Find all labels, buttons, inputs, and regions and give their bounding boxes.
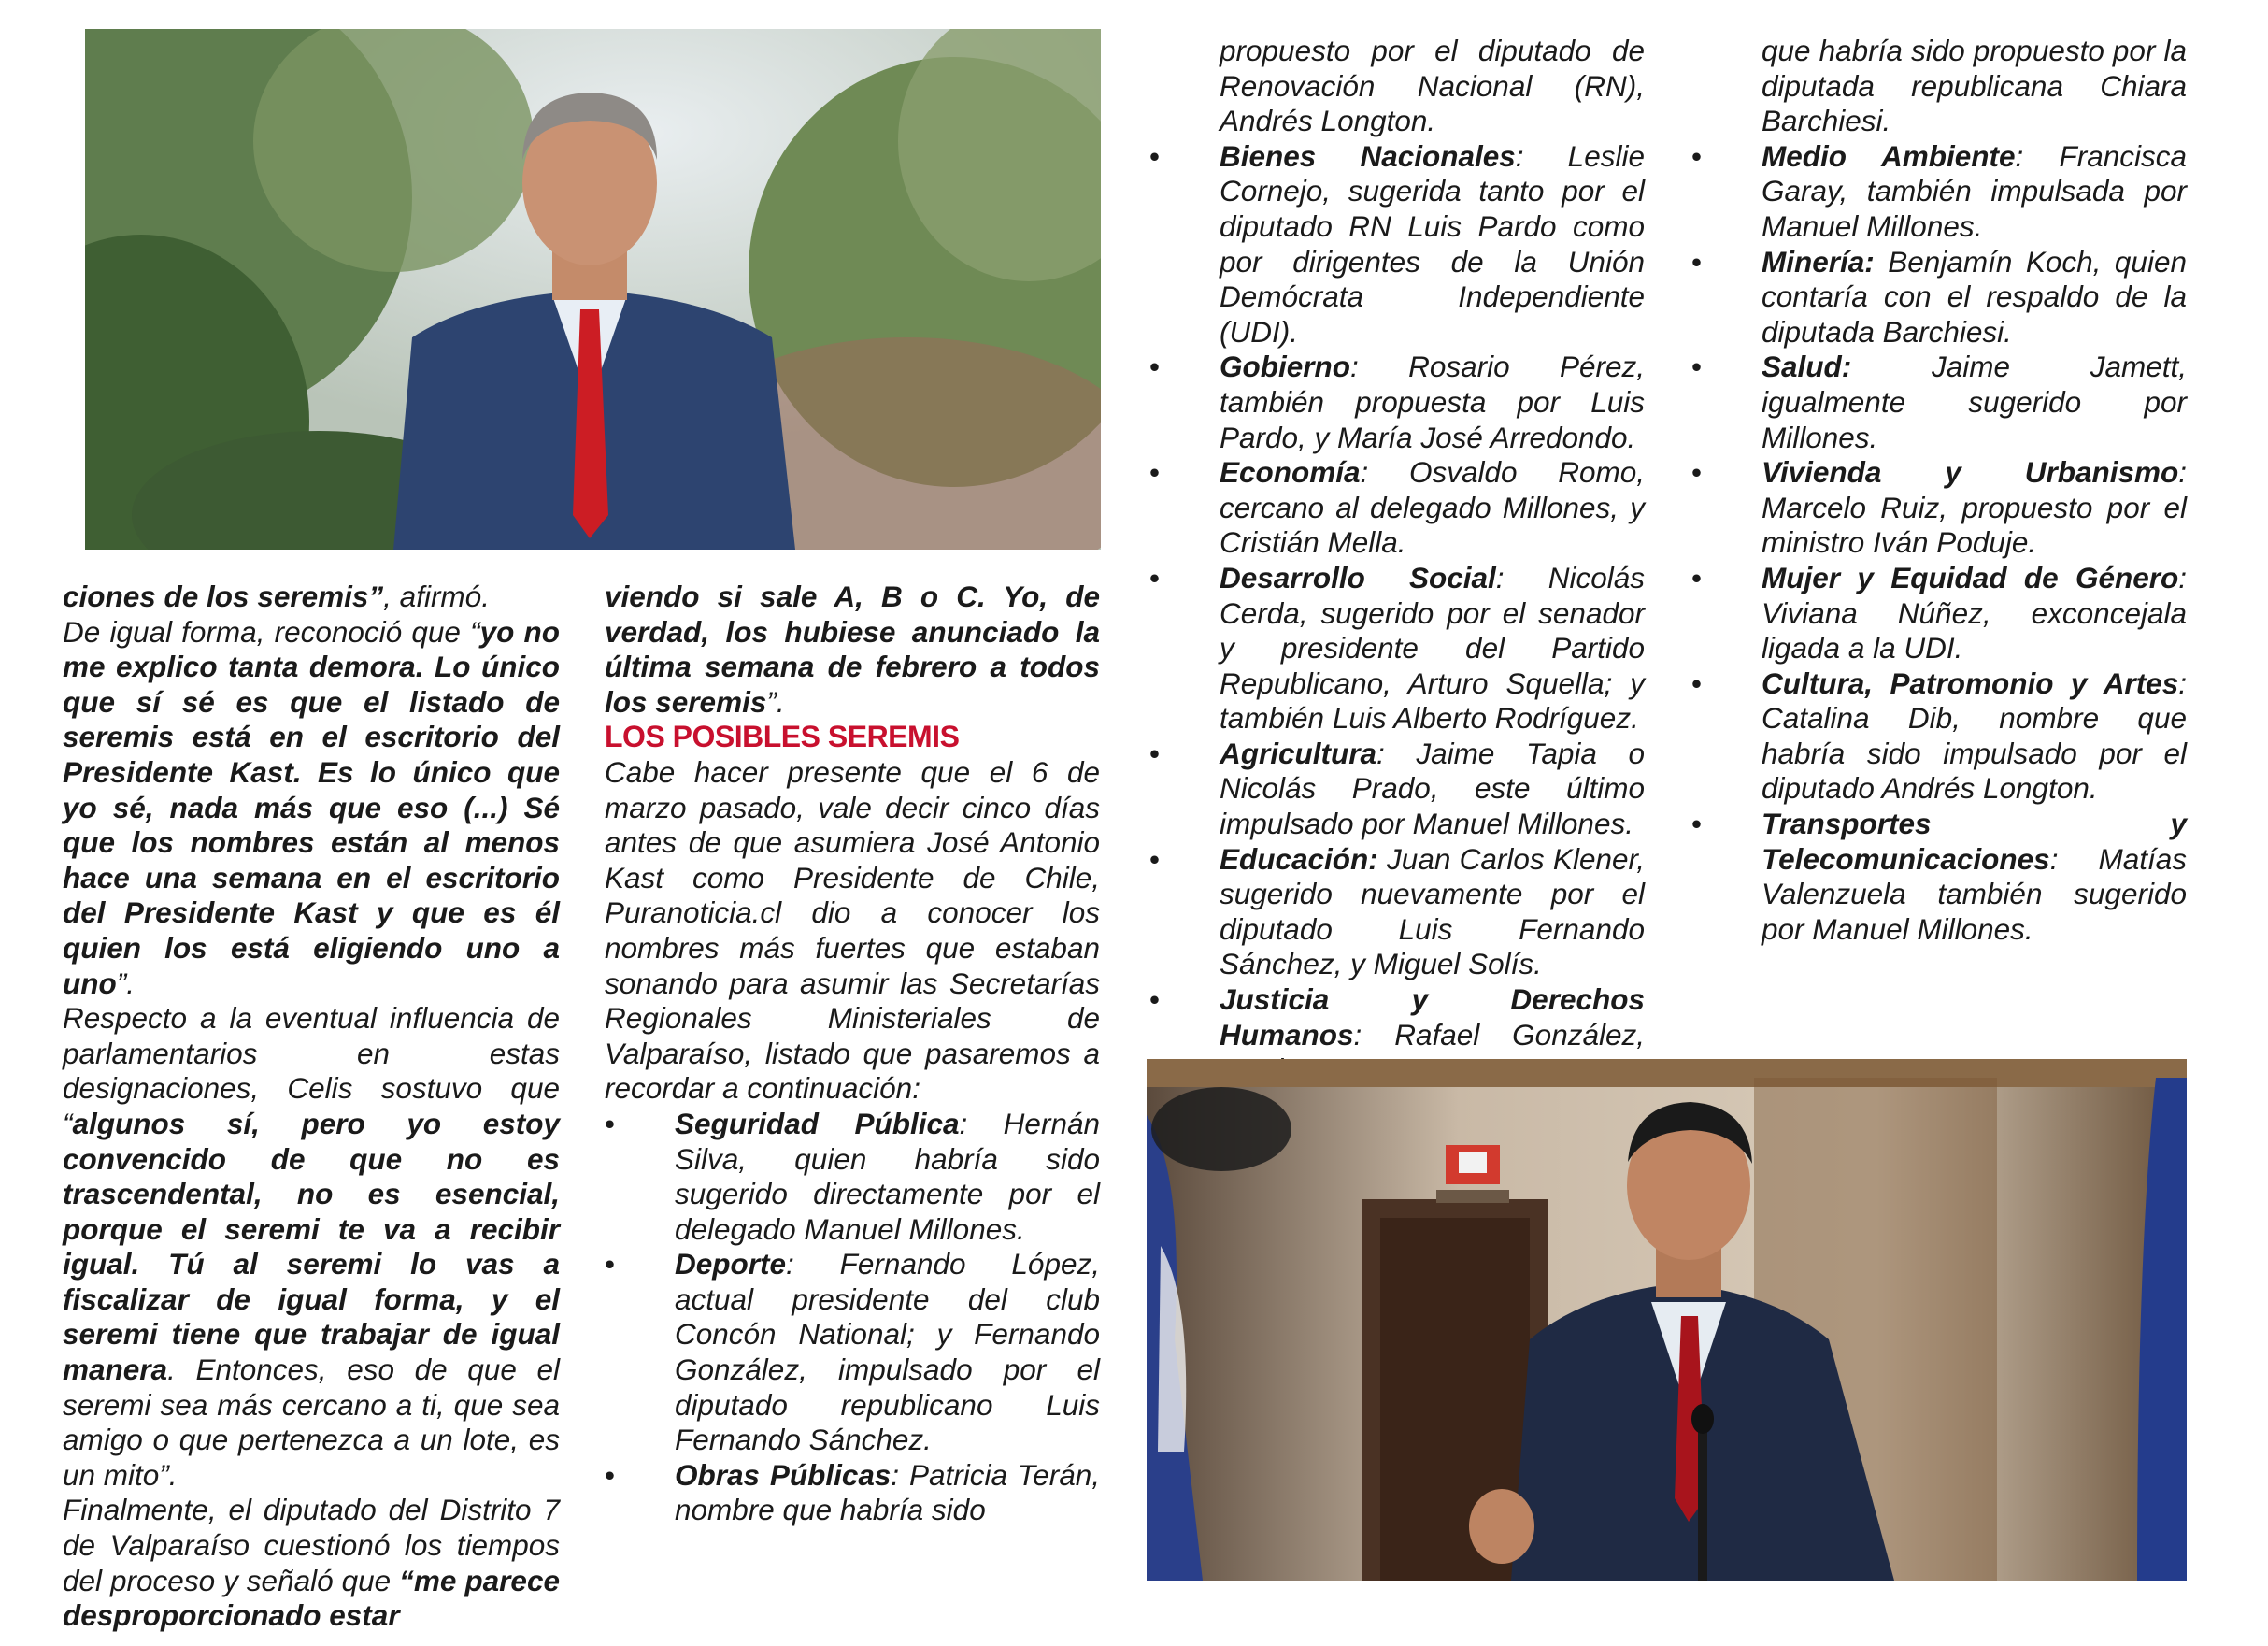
- paragraph: Cabe hacer presente que el 6 de marzo pasado, vale decir cinco días antes de que asumiera José Antonio Kast como Presidente de Chile, Puranoticia.cl dio a conocer los nombres más fuertes que estaban sonando para asumir las Secretarías Regionales Ministeriales de Valparaíso, listado que pasaremos a recordar a continuación:: [605, 754, 1100, 1106]
- list-item: • Agricultura: Jaime Tapia o Nicolás Prado, este último impulsado por Manuel Millones.: [1149, 737, 1645, 842]
- list-item: • Economía: Osvaldo Romo, cercano al delegado Millones, y Cristián Mella.: [1149, 455, 1645, 561]
- list-item: • Seguridad Pública: Hernán Silva, quien habría sido sugerido directamente por el delegado Manuel Millones.: [605, 1107, 1100, 1247]
- article-column-4: [1691, 34, 2187, 947]
- seremi-list: [1691, 34, 2187, 947]
- body-text: Respecto a la eventual influencia de parlamentarios en estas designaciones, Celis sostuvo que “: [63, 1001, 560, 1140]
- list-item: • Minería: Benjamín Koch, quien contaría con el respaldo de la diputada Barchiesi.: [1691, 245, 2187, 351]
- list-item: • Gobierno: Rosario Pérez, también propuesta por Luis Pardo, y María José Arredondo.: [1149, 350, 1645, 455]
- list-item: • Bienes Nacionales: Leslie Cornejo, sugerida tanto por el diputado RN Luis Pardo como por dirigentes de la Unión Demócrata Independiente (UDI).: [1149, 139, 1645, 351]
- paragraph: [63, 1001, 560, 1493]
- list-item: • Medio Ambiente: Francisca Garay, también impulsada por Manuel Millones.: [1691, 139, 2187, 245]
- section-heading: LOS POSIBLES SEREMIS: [605, 720, 960, 754]
- body-text: Finalmente, el diputado del Distrito 7 de Valparaíso cuestionó los tiempos del proceso y señaló que: [63, 1493, 560, 1597]
- list-item-continued: propuesto por el diputado de Renovación Nacional (RN), Andrés Longton.: [1220, 34, 1645, 138]
- body-text: , afirmó.: [383, 580, 490, 613]
- list-item: • Obras Públicas: Patricia Terán, nombre que habría sido: [605, 1458, 1100, 1528]
- quote-text: algunos sí, pero yo estoy convencido de que no es trascendental, no es esencial, porque el seremi te va a recibir igual. Tú al seremi lo vas a fiscalizar de igual forma, y el seremi tiene que trabajar de igual manera: [63, 1106, 560, 1387]
- quote-text: ciones de los seremis”: [63, 580, 384, 613]
- list-item: • Vivienda y Urbanismo: Marcelo Ruiz, propuesto por el ministro Iván Poduje.: [1691, 455, 2187, 561]
- quote-text: yo no me explico tanta demora. Lo único que sí sé es que el listado de seremis está en el escritorio del Presidente Kast. Es lo único que yo sé, nada más que eso (...) Sé que los nombres están al menos hace una semana en el escritorio del Presidente Kast y que es él quien los está eligiendo uno a uno: [63, 614, 560, 1000]
- list-item: • Educación: Juan Carlos Klener, sugerido nuevamente por el diputado Luis Fernando Sánchez, y Miguel Solís.: [1149, 842, 1645, 982]
- paragraph: [63, 580, 560, 615]
- article-column-2: [605, 580, 1100, 1528]
- quote-text: “me parece desproporcionado estar: [63, 1563, 560, 1633]
- list-item: • Deporte: Fernando López, actual presidente del club Concón National; y Fernando González, impulsado por el diputado republicano Luis Fernando Sánchez.: [605, 1247, 1100, 1458]
- article-column-1: [63, 580, 560, 1634]
- list-item: • Mujer y Equidad de Género: Viviana Núñez, exconcejala ligada a la UDI.: [1691, 561, 2187, 666]
- list-item: • Transportes y Telecomunicaciones: Matías Valenzuela también sugerido por Manuel Millones.: [1691, 807, 2187, 947]
- list-item: • Desarrollo Social: Nicolás Cerda, sugerido por el senador y presidente del Partido Republicano, Arturo Squella; y también Luis Alberto Rodríguez.: [1149, 561, 1645, 737]
- quote-text: viendo si sale A, B o C. Yo, de verdad, los hubiese anunciado la última semana de febrero a todos los seremis: [605, 580, 1100, 719]
- body-text: De igual forma, reconoció que “: [63, 614, 480, 649]
- paragraph: [63, 1493, 560, 1633]
- body-text: ”.: [766, 684, 785, 719]
- seremi-list: [605, 1107, 1100, 1528]
- body-text: . Entonces, eso de que el seremi sea más cercano a ti, que sea amigo o que pertenezca a un lote, es un mito”.: [63, 1353, 560, 1492]
- list-item: • Justicia y Derechos Humanos: Rafael González,: [1149, 982, 1645, 1088]
- list-item: • Cultura, Patromonio y Artes: Catalina Dib, nombre que habría sido impulsado por el diputado Andrés Longton.: [1691, 666, 2187, 807]
- seremi-list: [1149, 34, 1645, 1088]
- photo-man-podium: [1147, 1059, 2187, 1581]
- paragraph: [605, 580, 1100, 720]
- list-item: • Salud: Jaime Jamett, igualmente sugerido por Millones.: [1691, 350, 2187, 455]
- paragraph: [63, 615, 560, 1002]
- article-column-3: [1149, 34, 1645, 1088]
- list-item-continued: que habría sido propuesto por la diputada republicana Chiara Barchiesi.: [1762, 34, 2187, 138]
- photo-man-trees: [85, 29, 1101, 550]
- body-text: ”.: [116, 966, 135, 1000]
